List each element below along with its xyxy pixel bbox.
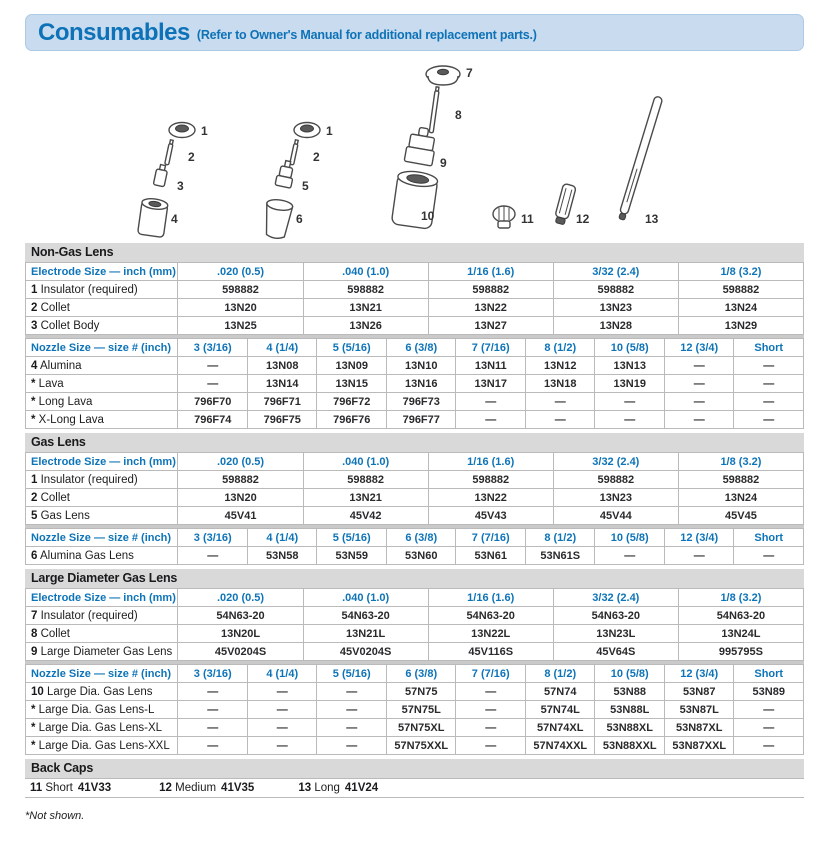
part-number-cell: 13N08 bbox=[247, 357, 317, 375]
part-number-cell: 13N23 bbox=[553, 489, 678, 507]
size-column-header: Short bbox=[734, 529, 804, 547]
table-row bbox=[26, 317, 804, 335]
part-number: 41V33 bbox=[77, 782, 112, 794]
part-callout-number: 3 bbox=[31, 319, 38, 332]
part-number-cell: 45V42 bbox=[303, 507, 428, 525]
size-column-header: 8 (1/2) bbox=[525, 665, 595, 683]
part-number-cell: 54N63-20 bbox=[428, 607, 553, 625]
part-callout-number: 9 bbox=[31, 645, 38, 658]
part-number: 41V24 bbox=[344, 782, 379, 794]
part-number-cell: 13N10 bbox=[386, 357, 456, 375]
section-title-large-diameter-gas-lens: Large Diameter Gas Lens bbox=[25, 569, 804, 588]
part-number-cell: 57N75XL bbox=[386, 719, 456, 737]
part-row-label: * Large Dia. Gas Lens-XXL bbox=[26, 737, 178, 755]
callout-9: 9 bbox=[440, 156, 447, 170]
part-number-cell: 57N74XXL bbox=[525, 737, 595, 755]
part-number-cell: 53N88XL bbox=[595, 719, 665, 737]
part-number-cell: 57N74XL bbox=[525, 719, 595, 737]
part-number-cell: 53N61S bbox=[525, 547, 595, 565]
part-callout-number: 2 bbox=[31, 491, 38, 504]
size-row-title: Nozzle Size — size # (inch) bbox=[26, 665, 178, 683]
part-callout-number: 8 bbox=[31, 627, 38, 640]
part-number-cell: 598882 bbox=[303, 281, 428, 299]
part-number-cell: 598882 bbox=[553, 471, 678, 489]
empty-cell: — bbox=[247, 737, 317, 755]
part-number-cell: 53N87XL bbox=[664, 719, 734, 737]
part-1-insulator-icon bbox=[169, 123, 195, 138]
size-row-title: Nozzle Size — size # (inch) bbox=[26, 529, 178, 547]
part-number-cell: 13N20 bbox=[178, 299, 303, 317]
part-number-cell: 54N63-20 bbox=[178, 607, 303, 625]
size-column-header: 4 (1/4) bbox=[247, 339, 317, 357]
size-column-header: 5 (5/16) bbox=[317, 339, 387, 357]
size-column-header: 3/32 (2.4) bbox=[553, 589, 678, 607]
part-number-cell: 13N26 bbox=[303, 317, 428, 335]
part-4-nozzle-icon bbox=[138, 197, 169, 237]
part-number-cell: 13N11 bbox=[456, 357, 526, 375]
size-column-header: 7 (7/16) bbox=[456, 339, 526, 357]
back-cap-label: Long bbox=[314, 782, 340, 794]
part-number-cell: 57N75XXL bbox=[386, 737, 456, 755]
part-callout-number: * bbox=[31, 413, 36, 426]
callout-10: 10 bbox=[421, 209, 435, 223]
size-column-header: 1/8 (3.2) bbox=[678, 589, 803, 607]
size-column-header: 7 (7/16) bbox=[456, 529, 526, 547]
part-1b-insulator-icon bbox=[294, 123, 320, 138]
size-column-header: 1/8 (3.2) bbox=[678, 453, 803, 471]
part-number-cell: 598882 bbox=[678, 281, 803, 299]
part-callout-number: 5 bbox=[31, 509, 38, 522]
empty-cell: — bbox=[734, 393, 804, 411]
part-callout-number: 1 bbox=[31, 283, 38, 296]
part-number-cell: 53N60 bbox=[386, 547, 456, 565]
empty-cell: — bbox=[456, 719, 526, 737]
size-column-header: .020 (0.5) bbox=[178, 453, 303, 471]
part-row-label: 4 Alumina bbox=[26, 357, 178, 375]
table-row bbox=[26, 281, 804, 299]
page-header bbox=[25, 14, 804, 51]
empty-cell: — bbox=[317, 683, 387, 701]
part-number-cell: 13N12 bbox=[525, 357, 595, 375]
empty-cell: — bbox=[734, 701, 804, 719]
part-number-cell: 53N88XXL bbox=[595, 737, 665, 755]
part-number-cell: 13N21 bbox=[303, 299, 428, 317]
part-number-cell: 54N63-20 bbox=[678, 607, 803, 625]
part-number-cell: 13N17 bbox=[456, 375, 526, 393]
empty-cell: — bbox=[178, 547, 248, 565]
part-number-cell: 13N20 bbox=[178, 489, 303, 507]
section-title-non-gas-lens: Non-Gas Lens bbox=[25, 243, 804, 262]
part-number-cell: 57N75L bbox=[386, 701, 456, 719]
empty-cell: — bbox=[664, 547, 734, 565]
large-diameter-electrode-table bbox=[25, 588, 804, 661]
part-number-cell: 13N15 bbox=[317, 375, 387, 393]
size-column-header: 6 (3/8) bbox=[386, 339, 456, 357]
empty-cell: — bbox=[178, 375, 248, 393]
part-number-cell: 598882 bbox=[553, 281, 678, 299]
part-callout-number: 13 bbox=[298, 782, 312, 794]
callout-2b: 2 bbox=[313, 150, 320, 164]
empty-cell: — bbox=[595, 393, 665, 411]
size-column-header: 6 (3/8) bbox=[386, 665, 456, 683]
size-row-title: Nozzle Size — size # (inch) bbox=[26, 339, 178, 357]
parts-diagram bbox=[25, 53, 804, 239]
size-column-header: .020 (0.5) bbox=[178, 589, 303, 607]
empty-cell: — bbox=[456, 683, 526, 701]
part-number-cell: 598882 bbox=[303, 471, 428, 489]
part-row-label: 8 Collet bbox=[26, 625, 178, 643]
part-row-label: * Long Lava bbox=[26, 393, 178, 411]
part-row-label: 2 Collet bbox=[26, 299, 178, 317]
part-number-cell: 45V0204S bbox=[303, 643, 428, 661]
empty-cell: — bbox=[247, 719, 317, 737]
size-column-header: 3 (3/16) bbox=[178, 665, 248, 683]
part-number-cell: 13N16 bbox=[386, 375, 456, 393]
table-row bbox=[26, 393, 804, 411]
empty-cell: — bbox=[734, 411, 804, 429]
non-gas-lens-electrode-table bbox=[25, 262, 804, 335]
part-row-label: 1 Insulator (required) bbox=[26, 471, 178, 489]
part-callout-number: 6 bbox=[31, 549, 38, 562]
empty-cell: — bbox=[525, 393, 595, 411]
catalog-page bbox=[25, 14, 804, 822]
part-number-cell: 53N58 bbox=[247, 547, 317, 565]
size-column-header: 10 (5/8) bbox=[595, 665, 665, 683]
empty-cell: — bbox=[595, 547, 665, 565]
callout-2: 2 bbox=[188, 150, 195, 164]
part-number-cell: 13N25 bbox=[178, 317, 303, 335]
part-callout-number: 4 bbox=[31, 359, 38, 372]
empty-cell: — bbox=[456, 701, 526, 719]
empty-cell: — bbox=[734, 737, 804, 755]
part-callout-number: * bbox=[31, 377, 36, 390]
part-number-cell: 13N22 bbox=[428, 299, 553, 317]
callout-1b: 1 bbox=[326, 124, 333, 138]
size-column-header: 8 (1/2) bbox=[525, 339, 595, 357]
part-number-cell: 45V45 bbox=[678, 507, 803, 525]
size-column-header: 1/16 (1.6) bbox=[428, 589, 553, 607]
size-column-header: .020 (0.5) bbox=[178, 263, 303, 281]
non-gas-lens-nozzle-table bbox=[25, 338, 804, 429]
part-number-cell: 13N28 bbox=[553, 317, 678, 335]
part-number-cell: 796F73 bbox=[386, 393, 456, 411]
table-row bbox=[26, 701, 804, 719]
part-number-cell: 796F72 bbox=[317, 393, 387, 411]
part-callout-number: 1 bbox=[31, 473, 38, 486]
empty-cell: — bbox=[525, 411, 595, 429]
empty-cell: — bbox=[734, 719, 804, 737]
part-number-cell: 598882 bbox=[678, 471, 803, 489]
size-column-header: 3 (3/16) bbox=[178, 339, 248, 357]
empty-cell: — bbox=[317, 719, 387, 737]
part-row-label: 2 Collet bbox=[26, 489, 178, 507]
empty-cell: — bbox=[178, 737, 248, 755]
part-row-label: 1 Insulator (required) bbox=[26, 281, 178, 299]
size-column-header: 1/16 (1.6) bbox=[428, 263, 553, 281]
part-callout-number: 11 bbox=[30, 782, 43, 794]
page-subtitle: (Refer to Owner's Manual for additional replacement parts.) bbox=[196, 28, 537, 42]
empty-cell: — bbox=[734, 375, 804, 393]
part-callout-number: 7 bbox=[31, 609, 38, 622]
empty-cell: — bbox=[247, 701, 317, 719]
large-diameter-nozzle-table bbox=[25, 664, 804, 755]
part-number-cell: 13N20L bbox=[178, 625, 303, 643]
part-number-cell: 796F74 bbox=[178, 411, 248, 429]
size-column-header: 5 (5/16) bbox=[317, 529, 387, 547]
back-cap-long bbox=[298, 782, 378, 794]
part-row-label: * Large Dia. Gas Lens-L bbox=[26, 701, 178, 719]
callout-12: 12 bbox=[576, 212, 590, 226]
back-cap-short bbox=[30, 782, 111, 794]
part-number-cell: 53N59 bbox=[317, 547, 387, 565]
table-row bbox=[26, 489, 804, 507]
gas-lens-electrode-table bbox=[25, 452, 804, 525]
empty-cell: — bbox=[664, 357, 734, 375]
callout-11: 11 bbox=[521, 212, 534, 226]
size-column-header: 3/32 (2.4) bbox=[553, 263, 678, 281]
part-row-label: 10 Large Dia. Gas Lens bbox=[26, 683, 178, 701]
part-number-cell: 13N21L bbox=[303, 625, 428, 643]
callout-5: 5 bbox=[302, 179, 309, 193]
part-number: 41V35 bbox=[221, 782, 255, 794]
footnote: *Not shown. bbox=[25, 810, 85, 822]
part-number-cell: 13N23 bbox=[553, 299, 678, 317]
part-number-cell: 13N29 bbox=[678, 317, 803, 335]
callout-4: 4 bbox=[171, 212, 178, 226]
callout-1: 1 bbox=[201, 124, 208, 138]
table-row bbox=[26, 607, 804, 625]
part-row-label: * Large Dia. Gas Lens-XL bbox=[26, 719, 178, 737]
gas-lens-nozzle-table bbox=[25, 528, 804, 565]
part-7-insulator-icon bbox=[426, 66, 460, 85]
part-number-cell: 45V41 bbox=[178, 507, 303, 525]
part-callout-number: * bbox=[31, 395, 36, 408]
part-number-cell: 13N21 bbox=[303, 489, 428, 507]
part-number-cell: 13N24L bbox=[678, 625, 803, 643]
section-title-back-caps: Back Caps bbox=[25, 759, 804, 778]
page-title: Consumables bbox=[38, 18, 190, 46]
table-row bbox=[26, 507, 804, 525]
part-callout-number: 2 bbox=[31, 301, 38, 314]
part-13-long-back-cap-icon bbox=[618, 96, 663, 221]
size-column-header: Short bbox=[734, 665, 804, 683]
part-row-label: * Lava bbox=[26, 375, 178, 393]
part-number-cell: 45V116S bbox=[428, 643, 553, 661]
callout-8: 8 bbox=[455, 108, 462, 122]
part-number-cell: 57N74L bbox=[525, 701, 595, 719]
part-row-label: 6 Alumina Gas Lens bbox=[26, 547, 178, 565]
callout-3: 3 bbox=[177, 179, 184, 193]
part-number-cell: 13N09 bbox=[317, 357, 387, 375]
part-number-cell: 54N63-20 bbox=[303, 607, 428, 625]
size-column-header: 6 (3/8) bbox=[386, 529, 456, 547]
empty-cell: — bbox=[317, 701, 387, 719]
callout-13: 13 bbox=[645, 212, 659, 226]
part-number-cell: 13N18 bbox=[525, 375, 595, 393]
size-column-header: .040 (1.0) bbox=[303, 453, 428, 471]
part-number-cell: 796F76 bbox=[317, 411, 387, 429]
part-number-cell: 45V43 bbox=[428, 507, 553, 525]
back-cap-label: Medium bbox=[175, 782, 217, 794]
part-number-cell: 57N75 bbox=[386, 683, 456, 701]
empty-cell: — bbox=[178, 701, 248, 719]
empty-cell: — bbox=[178, 357, 248, 375]
part-number-cell: 13N24 bbox=[678, 489, 803, 507]
table-row bbox=[26, 547, 804, 565]
empty-cell: — bbox=[734, 357, 804, 375]
empty-cell: — bbox=[456, 411, 526, 429]
part-row-label: 9 Large Diameter Gas Lens bbox=[26, 643, 178, 661]
empty-cell: — bbox=[178, 683, 248, 701]
part-number-cell: 995795S bbox=[678, 643, 803, 661]
size-column-header: 12 (3/4) bbox=[664, 529, 734, 547]
section-title-gas-lens: Gas Lens bbox=[25, 433, 804, 452]
section-non-gas-lens bbox=[25, 243, 804, 429]
parts-diagram-svg bbox=[25, 53, 804, 239]
table-row bbox=[26, 643, 804, 661]
part-number-cell: 796F77 bbox=[386, 411, 456, 429]
part-number-cell: 13N14 bbox=[247, 375, 317, 393]
callout-7: 7 bbox=[466, 66, 473, 80]
part-12-medium-back-cap-icon bbox=[553, 183, 576, 225]
size-row-title: Electrode Size — inch (mm) bbox=[26, 263, 178, 281]
size-column-header: 12 (3/4) bbox=[664, 665, 734, 683]
part-number-cell: 13N27 bbox=[428, 317, 553, 335]
part-number-cell: 53N89 bbox=[734, 683, 804, 701]
part-number-cell: 13N23L bbox=[553, 625, 678, 643]
back-caps-row bbox=[25, 778, 804, 798]
part-6-gas-lens-nozzle-icon bbox=[262, 198, 293, 239]
part-number-cell: 53N88L bbox=[595, 701, 665, 719]
part-2-collet-pin-icon bbox=[165, 140, 174, 165]
size-column-header: 10 (5/8) bbox=[595, 339, 665, 357]
part-callout-number: 12 bbox=[159, 782, 172, 794]
size-column-header: 7 (7/16) bbox=[456, 665, 526, 683]
size-column-header: 1/16 (1.6) bbox=[428, 453, 553, 471]
part-number-cell: 13N13 bbox=[595, 357, 665, 375]
part-number-cell: 45V0204S bbox=[178, 643, 303, 661]
empty-cell: — bbox=[664, 375, 734, 393]
section-gas-lens bbox=[25, 433, 804, 565]
part-number-cell: 13N19 bbox=[595, 375, 665, 393]
part-number-cell: 13N22 bbox=[428, 489, 553, 507]
part-3-collet-body-icon bbox=[153, 164, 168, 187]
part-number-cell: 45V64S bbox=[553, 643, 678, 661]
size-column-header: 8 (1/2) bbox=[525, 529, 595, 547]
part-number-cell: 45V44 bbox=[553, 507, 678, 525]
section-back-caps bbox=[25, 759, 804, 798]
size-column-header: .040 (1.0) bbox=[303, 263, 428, 281]
table-row bbox=[26, 683, 804, 701]
table-row bbox=[26, 299, 804, 317]
part-11-short-back-cap-icon bbox=[493, 206, 515, 228]
empty-cell: — bbox=[664, 411, 734, 429]
size-row-title: Electrode Size — inch (mm) bbox=[26, 589, 178, 607]
size-column-header: 3/32 (2.4) bbox=[553, 453, 678, 471]
empty-cell: — bbox=[734, 547, 804, 565]
table-row bbox=[26, 719, 804, 737]
size-column-header: .040 (1.0) bbox=[303, 589, 428, 607]
empty-cell: — bbox=[247, 683, 317, 701]
part-number-cell: 598882 bbox=[178, 281, 303, 299]
part-number-cell: 598882 bbox=[428, 281, 553, 299]
part-row-label: 5 Gas Lens bbox=[26, 507, 178, 525]
back-cap-medium bbox=[159, 782, 254, 794]
empty-cell: — bbox=[595, 411, 665, 429]
table-row bbox=[26, 471, 804, 489]
part-row-label: 3 Collet Body bbox=[26, 317, 178, 335]
empty-cell: — bbox=[317, 737, 387, 755]
size-column-header: 4 (1/4) bbox=[247, 665, 317, 683]
part-callout-number: 10 bbox=[31, 685, 44, 698]
back-cap-label: Short bbox=[45, 782, 73, 794]
table-row bbox=[26, 625, 804, 643]
part-callout-number: * bbox=[31, 703, 36, 716]
table-row bbox=[26, 737, 804, 755]
part-8-electrode-rod-icon bbox=[429, 87, 439, 133]
part-callout-number: * bbox=[31, 721, 36, 734]
empty-cell: — bbox=[456, 393, 526, 411]
size-column-header: 1/8 (3.2) bbox=[678, 263, 803, 281]
part-number-cell: 53N87 bbox=[664, 683, 734, 701]
part-number-cell: 53N87XXL bbox=[664, 737, 734, 755]
size-column-header: 3 (3/16) bbox=[178, 529, 248, 547]
part-number-cell: 13N22L bbox=[428, 625, 553, 643]
part-number-cell: 53N88 bbox=[595, 683, 665, 701]
part-callout-number: * bbox=[31, 739, 36, 752]
size-column-header: 5 (5/16) bbox=[317, 665, 387, 683]
size-row-title: Electrode Size — inch (mm) bbox=[26, 453, 178, 471]
part-number-cell: 796F70 bbox=[178, 393, 248, 411]
part-number-cell: 796F75 bbox=[247, 411, 317, 429]
part-number-cell: 57N74 bbox=[525, 683, 595, 701]
table-row bbox=[26, 357, 804, 375]
empty-cell: — bbox=[664, 393, 734, 411]
part-number-cell: 796F71 bbox=[247, 393, 317, 411]
part-row-label: 7 Insulator (required) bbox=[26, 607, 178, 625]
size-column-header: Short bbox=[734, 339, 804, 357]
size-column-header: 4 (1/4) bbox=[247, 529, 317, 547]
table-row bbox=[26, 411, 804, 429]
part-number-cell: 598882 bbox=[428, 471, 553, 489]
size-column-header: 12 (3/4) bbox=[664, 339, 734, 357]
part-row-label: * X-Long Lava bbox=[26, 411, 178, 429]
empty-cell: — bbox=[178, 719, 248, 737]
part-number-cell: 53N61 bbox=[456, 547, 526, 565]
part-number-cell: 598882 bbox=[178, 471, 303, 489]
table-row bbox=[26, 375, 804, 393]
part-number-cell: 54N63-20 bbox=[553, 607, 678, 625]
empty-cell: — bbox=[456, 737, 526, 755]
section-large-diameter-gas-lens bbox=[25, 569, 804, 755]
part-number-cell: 53N87L bbox=[664, 701, 734, 719]
part-number-cell: 13N24 bbox=[678, 299, 803, 317]
size-column-header: 10 (5/8) bbox=[595, 529, 665, 547]
callout-6: 6 bbox=[296, 212, 303, 226]
